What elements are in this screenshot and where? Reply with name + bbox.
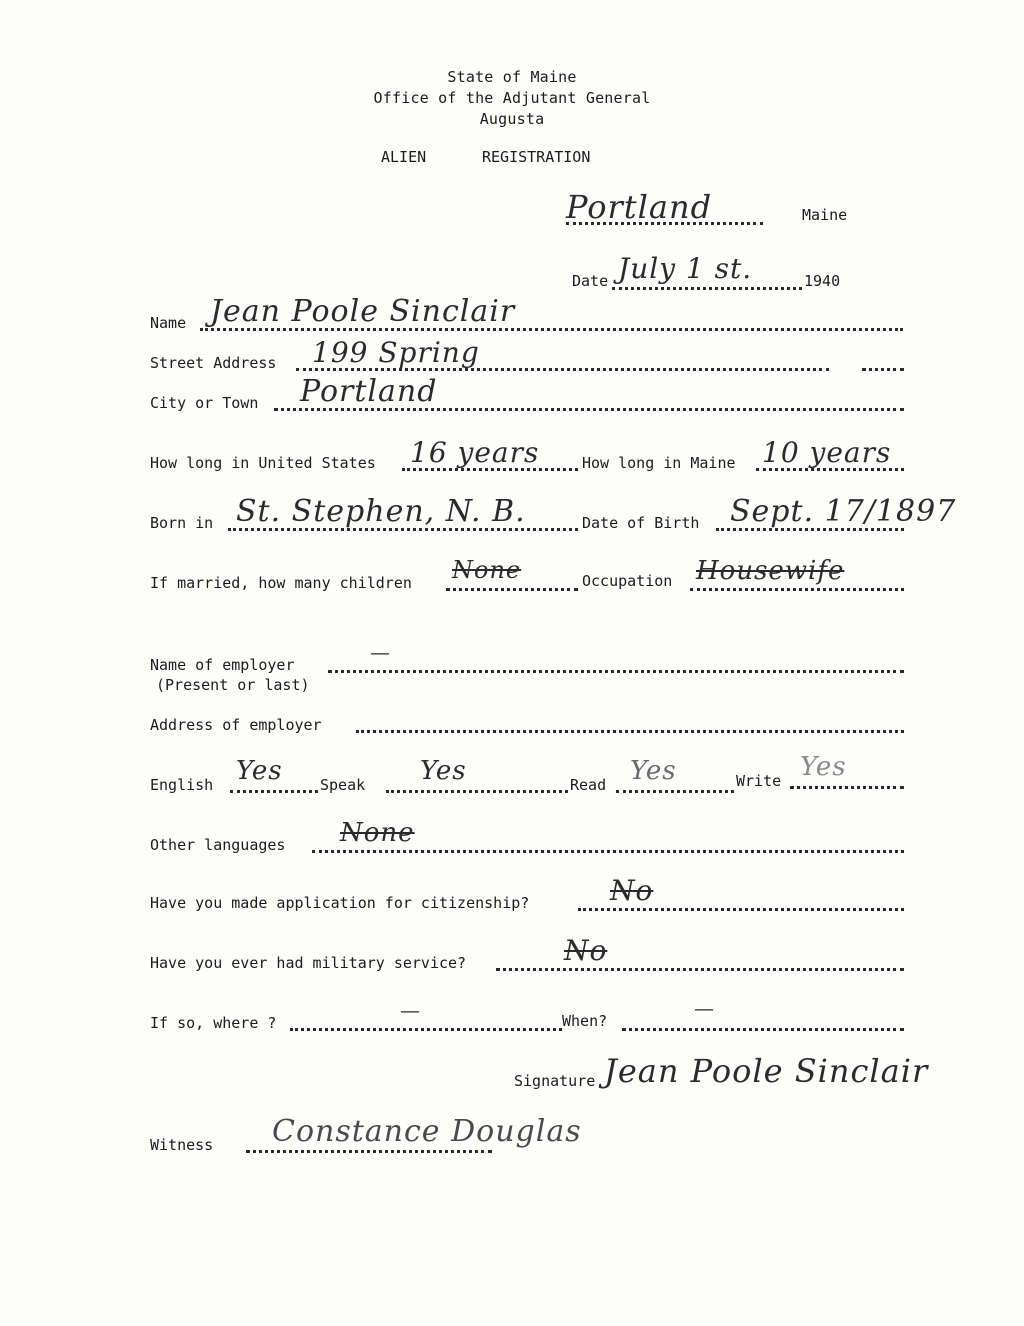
write-dots: [790, 786, 904, 789]
speak-value: Yes: [420, 756, 467, 786]
write-label: Write: [736, 772, 782, 790]
name-value: Jean Poole Sinclair: [210, 294, 516, 329]
citizenship-label: Have you made application for citizenship?: [150, 894, 530, 912]
name-label: Name: [150, 314, 187, 332]
date-value: July 1 st.: [618, 252, 753, 285]
dob-label: Date of Birth: [582, 514, 700, 532]
header-office: Office of the Adjutant General: [373, 89, 651, 107]
speak-label: Speak: [320, 776, 366, 794]
occupation-label: Occupation: [582, 572, 673, 590]
employer-address-label: Address of employer: [150, 716, 322, 734]
employer-label: Name of employer: [150, 656, 295, 674]
where-label: If so, where ?: [150, 1014, 277, 1032]
other-languages-dots: [312, 850, 904, 853]
military-value: No: [564, 934, 608, 967]
signature-label: Signature: [514, 1072, 596, 1090]
dob-value: Sept. 17/1897: [730, 494, 957, 529]
english-dots: [230, 790, 318, 793]
write-value: Yes: [800, 752, 847, 782]
maine-time-label: How long in Maine: [582, 454, 736, 472]
when-label: When?: [562, 1012, 608, 1030]
where-value: —: [400, 998, 421, 1022]
speak-dots: [386, 790, 568, 793]
occupation-value: Housewife: [696, 556, 845, 586]
title-registration: REGISTRATION: [482, 148, 591, 166]
occupation-dots: [690, 588, 904, 591]
citizenship-dots: [578, 908, 904, 911]
maine-time-value: 10 years: [762, 436, 892, 469]
street-label: Street Address: [150, 354, 277, 372]
date-label: Date: [572, 272, 609, 290]
title-alien: ALIEN: [381, 148, 427, 166]
witness-dots: [246, 1150, 492, 1153]
city-value: Portland: [300, 374, 438, 409]
other-languages-value: None: [340, 818, 415, 848]
date-dots: [612, 287, 802, 290]
read-label: Read: [570, 776, 607, 794]
military-label: Have you ever had military service?: [150, 954, 467, 972]
us-time-value: 16 years: [410, 436, 540, 469]
employer-value: —: [370, 640, 391, 664]
employer-sublabel: (Present or last): [156, 676, 310, 694]
witness-value: Constance Douglas: [272, 1114, 582, 1149]
date-year: 1940: [804, 272, 841, 290]
born-value: St. Stephen, N. B.: [236, 494, 526, 529]
employer-dots: [328, 670, 904, 673]
children-dots: [446, 588, 578, 591]
born-label: Born in: [150, 514, 214, 532]
read-dots: [616, 790, 734, 793]
header-city: Augusta: [479, 110, 545, 128]
english-value: Yes: [236, 756, 283, 786]
street-dots-end: [862, 368, 904, 371]
us-time-label: How long in United States: [150, 454, 376, 472]
read-value: Yes: [630, 756, 677, 786]
city-label: City or Town: [150, 394, 259, 412]
street-value: 199 Spring: [312, 336, 480, 369]
witness-label: Witness: [150, 1136, 214, 1154]
when-value: —: [694, 996, 715, 1020]
where-dots: [290, 1028, 562, 1031]
place-suffix: Maine: [802, 206, 848, 224]
place-value: Portland: [566, 188, 713, 226]
employer-address-dots: [356, 730, 904, 733]
header-state: State of Maine: [447, 68, 577, 86]
military-dots: [496, 968, 904, 971]
citizenship-value: No: [610, 874, 654, 907]
english-label: English: [150, 776, 214, 794]
children-value: None: [452, 556, 522, 584]
other-languages-label: Other languages: [150, 836, 286, 854]
when-dots: [622, 1028, 904, 1031]
children-label: If married, how many children: [150, 574, 412, 592]
signature-value: Jean Poole Sinclair: [604, 1052, 929, 1090]
